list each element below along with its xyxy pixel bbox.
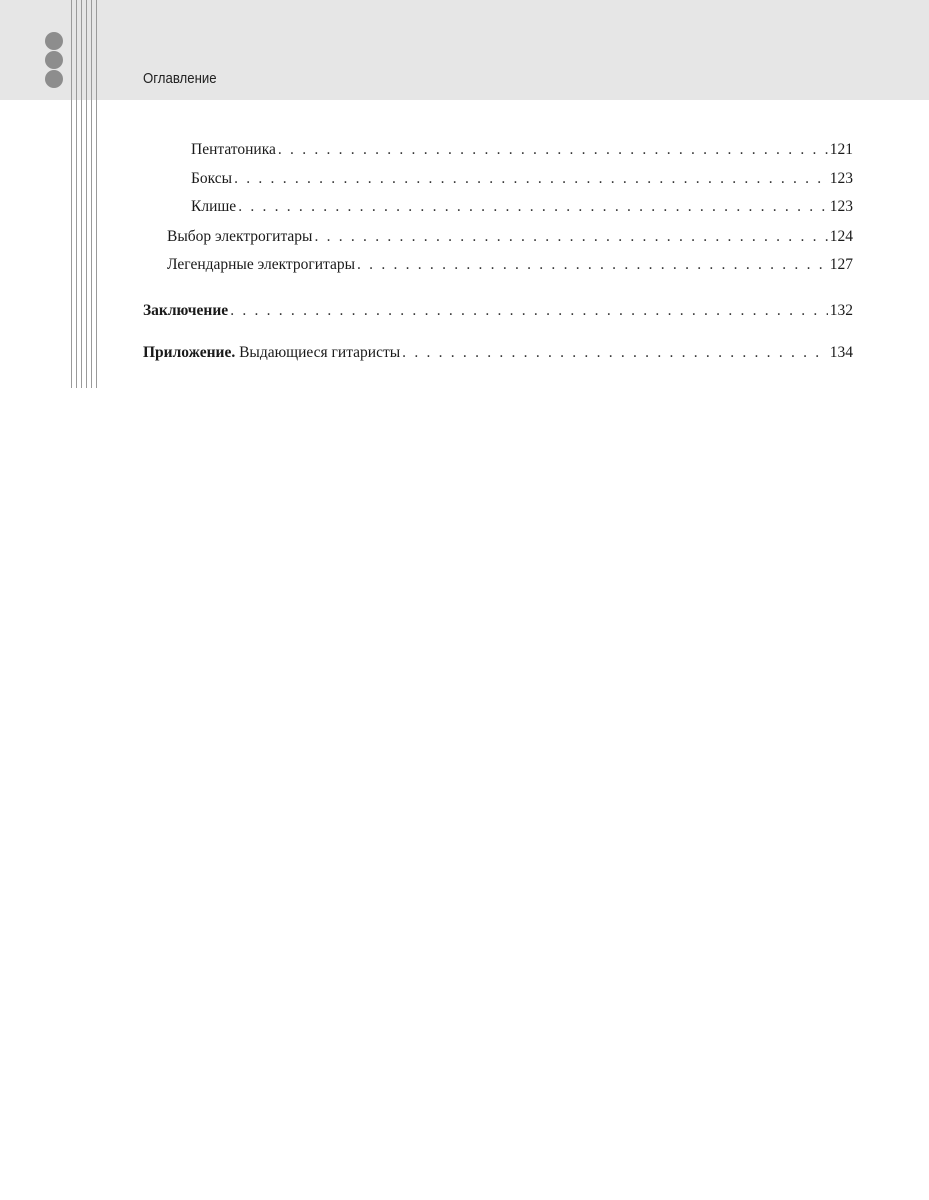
table-of-contents <box>0 0 929 400</box>
toc-entry-title: Заключение <box>143 302 229 319</box>
toc-entry[interactable] <box>143 301 853 321</box>
toc-entry-page: 121 <box>829 141 853 158</box>
toc-leader-dots <box>234 169 828 189</box>
toc-entry-page: 123 <box>829 170 853 187</box>
toc-entry-page: 124 <box>829 228 853 245</box>
section-label: Оглавление <box>143 70 217 87</box>
toc-entry-page: 132 <box>829 302 853 319</box>
toc-leader-dots <box>357 255 828 275</box>
toc-leader-dots <box>314 227 827 247</box>
toc-leader-dots <box>230 301 828 321</box>
toc-entry[interactable] <box>143 343 853 363</box>
toc-entry[interactable] <box>191 140 853 160</box>
toc-entry-title: Легендарные электрогитары <box>167 256 356 273</box>
toc-entry-title-bold: Приложение. <box>143 344 236 361</box>
toc-entry-title: Боксы <box>191 170 233 187</box>
toc-entry-page: 134 <box>829 344 853 361</box>
toc-entry[interactable] <box>191 197 853 217</box>
toc-entry-title: Клише <box>191 198 237 215</box>
toc-leader-dots <box>238 197 828 217</box>
toc-entry[interactable] <box>167 227 853 247</box>
toc-leader-dots <box>402 343 828 363</box>
toc-entry-page: 127 <box>829 256 853 273</box>
toc-leader-dots <box>278 140 828 160</box>
toc-entry-page: 123 <box>829 198 853 215</box>
toc-entry[interactable] <box>167 255 853 275</box>
toc-entry-title: Выдающиеся гитаристы <box>239 344 401 361</box>
toc-entry[interactable] <box>191 169 853 189</box>
toc-entry-title: Пентатоника <box>191 141 276 158</box>
toc-entry-title: Выбор электрогитары <box>167 228 313 245</box>
